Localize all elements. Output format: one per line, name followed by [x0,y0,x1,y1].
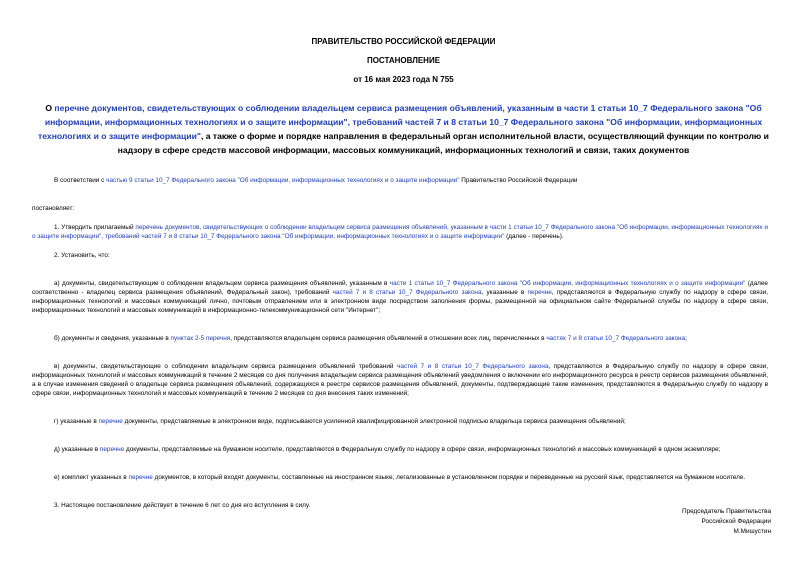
intro-link[interactable]: частью 9 статьи 10_7 Федерального закона "Об информации, информационных технологиях и о защите информации" [106,177,460,184]
item-2-paragraph: 2. Установить, что: [54,252,110,259]
item-d-paragraph [32,445,768,454]
intro-suffix: Правительство Российской Федерации [459,177,578,184]
item-b-text-2: , представляются владельцем сервиса размещения объявлений в отношении всех лиц, перечисленных в [230,335,547,342]
item-e-text-2: документов, в который входят документы, составленные на иностранном языке, легализованные в установленном порядке и переведенные на русский язык, представляется на бумажном носителе. [152,474,746,481]
document-title [36,101,771,157]
item-b-text-1: б) документы и сведения, указанные в [54,335,171,342]
item-a-text-4: , представляются в Федеральную службу по надзору в сфере связи, информационных технологий и массовых коммуникаций лично, почтовым отправлением или в электронном виде посредством заполнения формы, размещенной на официальном сайте Федеральной службы по надзору в сфере связи, информационных технологий и массовых коммуникаций в информационно-телекоммуникационной сети "Интернет"; [32,289,768,314]
item-1-suffix: (далее - перечень). [504,233,564,240]
title-suffix: , а также о форме и порядке направления в федеральный орган исполнительной власти, осуществляющий функции по контролю и надзору в сфере средств массовой информации, массовых коммуникаций, информационных технологий и связи, таких документов [117,131,769,155]
item-e-paragraph [32,473,768,482]
title-link[interactable]: перечне документов, свидетельствующих о соблюдении владельцем сервиса размещения объявлений, указанным в части 1 статьи 10_7 Федерального закона "Об информации, информационных технологиях и о защите информации", требований частей 7 и 8 статьи 10_7 Федерального закона "Об информации, информационных технологиях и о защите информации" [38,103,763,141]
signature-line-3: М.Мишустин [733,528,771,535]
item-d-text-1: д) указанные в [54,446,100,453]
signature-line-1: Председатель Правительства [682,508,771,515]
item-v-link-1[interactable]: частей 7 и 8 статьи 10_7 Федерального закона [397,363,549,370]
signature-line-2: Российской Федерации [701,518,771,525]
item-a-link-3[interactable]: перечне [527,289,552,296]
item-v-paragraph [32,362,768,398]
government-heading: ПРАВИТЕЛЬСТВО РОССИЙСКОЙ ФЕДЕРАЦИИ [311,37,496,46]
item-a-paragraph [32,279,768,315]
item-a-text-3: , указанные в [481,289,528,296]
item-a-link-1[interactable]: части 1 статьи 10_7 Федерального закона "Об информации, информационных технологиях и о защите информации" [389,280,746,287]
item-d-link-1[interactable]: перечне [99,446,125,453]
item-e-text-1: е) комплект указанных в [54,474,129,481]
item-g-link-1[interactable]: перечне [98,418,123,425]
title-prefix: О [45,103,55,113]
intro-prefix: В соответствии с [54,177,107,184]
item-v-text-2: , представляются в Федеральную службу по надзору в сфере связи, информационных технологий и массовых коммуникаций в течение 2 месяцев со дня получения владельцем сервиса размещения объявлений уведомления о включении его информационного ресурса в реестр сервисов размещения объявлений, а в случае изменения сведений о владельце сервиса размещения объявлений, содержащихся в реестре сервисов размещения объявлений, документы, подтверждающие такие изменения, представляются в Федеральную службу по надзору в сфере связи, информационных технологий и массовых коммуникаций в течение 2 месяцев со дня внесения таких изменений; [32,363,768,397]
item-a-text-2: (далее соответственно - владелец сервиса размещения объявлений, Федеральный закон), требований [32,280,768,296]
document-body [32,176,768,510]
item-b-link-2[interactable]: частях 7 и 8 статьи 10_7 Федерального закона [546,335,686,342]
item-d-text-2: документы, представляемые на бумажном носителе, представляются в Федеральную службу по надзору в сфере связи, информационных технологий и массовых коммуникаций в одном экземпляре; [124,446,721,453]
intro-paragraph [32,176,768,185]
item-b-text-3: ; [685,335,687,342]
item-g-text-1: г) указанные в [54,418,99,425]
item-e-link-1[interactable]: перечне [128,474,153,481]
item-g-paragraph [32,417,768,426]
resolves-paragraph: постановляет: [32,205,75,212]
item-3-paragraph: 3. Настоящее постановление действует в течение 6 лет со дня его вступления в силу. [54,502,311,509]
document-date-heading: от 16 мая 2023 года N 755 [353,75,454,84]
item-b-link-1[interactable]: пунктах 2-5 перечня [170,335,231,342]
item-a-link-2[interactable]: частей 7 и 8 статьи 10_7 Федерального закона [332,289,482,296]
item-g-text-2: документы, представляемые в электронном виде, подписываются усиленной квалифицированной электронной подписью владельца сервиса размещения объявлений; [122,418,626,425]
signature-block [571,507,771,537]
item-1-prefix: 1. Утвердить прилагаемый [54,224,136,231]
item-1-link[interactable]: перечень документов, свидетельствующих о соблюдении владельцем сервиса размещения объявлений, указанным в части 1 статьи 10_7 Федерального закона "Об информации, информационных технологиях и о защите информации", требований частей 7 и 8 статьи 10_7 Федерального закона "Об информации, информационных технологиях и о защите информации" [32,224,768,240]
item-v-text-1: в) документы, свидетельствующие о соблюдении владельцем сервиса размещения объявлений требований [54,363,397,370]
item-1-paragraph [32,223,768,241]
item-a-text-1: а) документы, свидетельствующие о соблюдении владельцем сервиса размещения объявлений, указанным в [54,280,390,287]
document-type-heading: ПОСТАНОВЛЕНИЕ [366,56,441,65]
item-b-paragraph [32,334,768,343]
